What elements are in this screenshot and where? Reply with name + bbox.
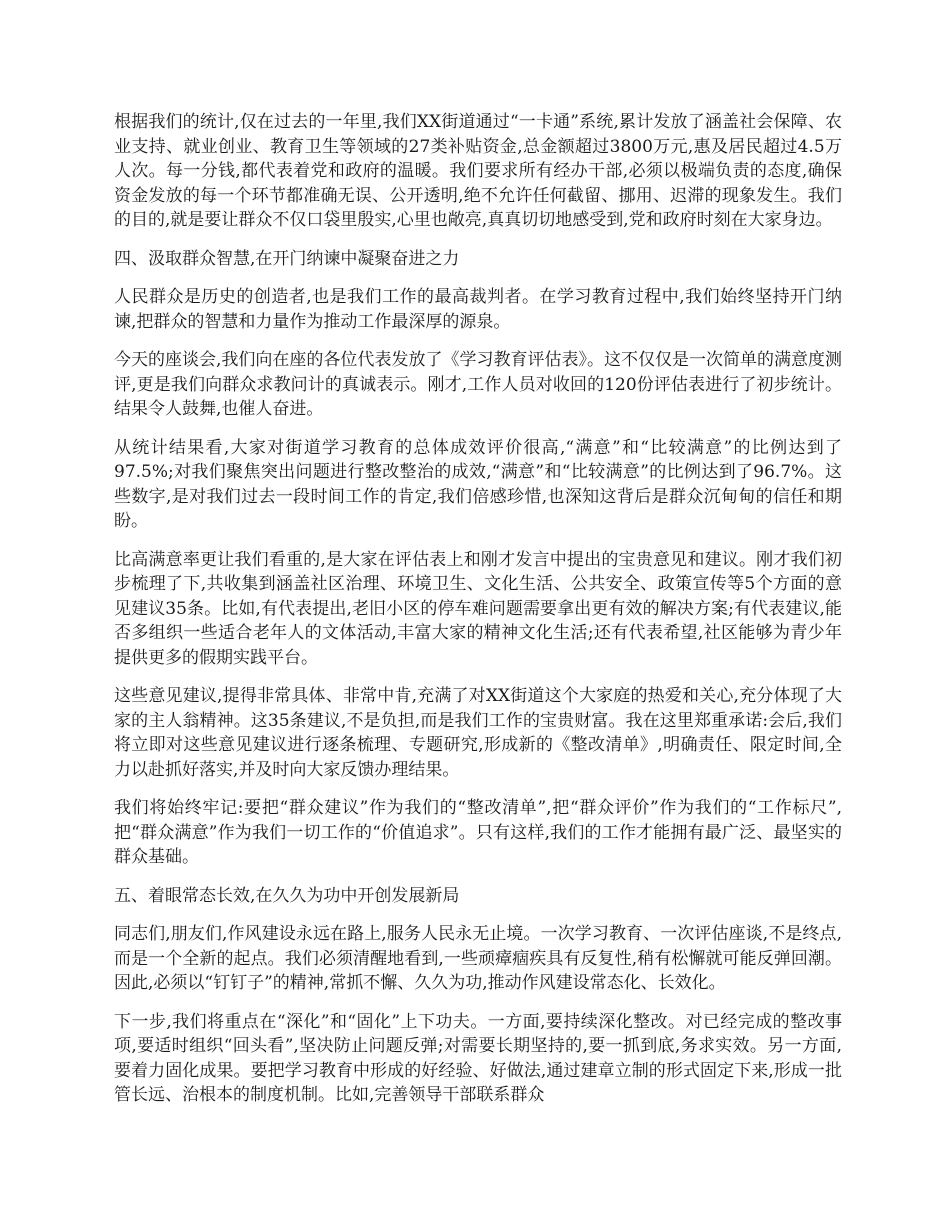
paragraph-style-building: 同志们,朋友们,作风建设永远在路上,服务人民永无止境。一次学习教育、一次评估座谈,不是终点,而是一个全新的起点。我们必须清醒地看到,一些顽瘴痼疾具有反复性,稍有松懈就可能反弹回潮。因此,必须以“钉钉子”的精神,常抓不懈、久久为功,推动作风建设常态化、长效化。	[114, 924, 842, 993]
paragraph-next-steps: 下一步,我们将重点在“深化”和“固化”上下功夫。一方面,要持续深化整改。对已经完成的整改事项,要适时组织“回头看”,坚决防止问题反弹;对需要长期坚持的,要一抓到底,务求实效。另一方面,要着力固化成果。要把学习教育中形成的好经验、好做法,通过建章立制的形式固定下来,形成一批管长远、治根本的制度机制。比如,完善领导干部联系群众	[114, 1011, 842, 1105]
document-body	[114, 110, 842, 1122]
paragraph-remember-principles: 我们将始终牢记:要把“群众建议”作为我们的“整改清单”,把“群众评价”作为我们的“工作标尺”,把“群众满意”作为我们一切工作的“价值追求”。只有这样,我们的工作才能拥有最广泛、最坚实的群众基础。	[114, 798, 842, 867]
paragraph-assessment-form: 今天的座谈会,我们向在座的各位代表发放了《学习教育评估表》。这不仅仅是一次简单的满意度测评,更是我们向群众求教问计的真诚表示。刚才,工作人员对收回的120份评估表进行了初步统计。结果令人鼓舞,也催人奋进。	[114, 350, 842, 419]
paragraph-commitment: 这些意见建议,提得非常具体、非常中肯,充满了对XX街道这个大家庭的热爱和关心,充分体现了大家的主人翁精神。这35条建议,不是负担,而是我们工作的宝贵财富。我在这里郑重承诺:会后,我们将立即对这些意见建议进行逐条梳理、专题研究,形成新的《整改清单》,明确责任、限定时间,全力以赴抓好落实,并及时向大家反馈办理结果。	[114, 686, 842, 780]
paragraph-suggestions-collected: 比高满意率更让我们看重的,是大家在评估表上和刚才发言中提出的宝贵意见和建议。刚才我们初步梳理了下,共收集到涵盖社区治理、环境卫生、文化生活、公共安全、政策宣传等5个方面的意见建议35条。比如,有代表提出,老旧小区的停车难问题需要拿出更有效的解决方案;有代表建议,能否多组织一些适合老年人的文体活动,丰富大家的精神文化生活;还有代表希望,社区能够为青少年提供更多的假期实践平台。	[114, 549, 842, 668]
section-heading-five: 五、着眼常态长效,在久久为功中开创发展新局	[114, 885, 460, 906]
paragraph-satisfaction-results: 从统计结果看,大家对街道学习教育的总体成效评价很高,“满意”和“比较满意”的比例达到了97.5%;对我们聚焦突出问题进行整改整治的成效,“满意”和“比较满意”的比例达到了96.7%。这些数字,是对我们过去一段时间工作的肯定,我们倍感珍惜,也深知这背后是群众沉甸甸的信任和期盼。	[114, 437, 842, 531]
section-heading-four: 四、汲取群众智慧,在开门纳谏中凝聚奋进之力	[114, 248, 460, 269]
paragraph-subsidy-statistics: 根据我们的统计,仅在过去的一年里,我们XX街道通过“一卡通”系统,累计发放了涵盖社会保障、农业支持、就业创业、教育卫生等领域的27类补贴资金,总金额超过3800万元,惠及居民超过4.5万人次。每一分钱,都代表着党和政府的温暖。我们要求所有经办干部,必须以极端负责的态度,确保资金发放的每一个环节都准确无误、公开透明,绝不允许任何截留、挪用、迟滞的现象发生。我们的目的,就是要让群众不仅口袋里殷实,心里也敞亮,真真切切地感受到,党和政府时刻在大家身边。	[114, 112, 842, 230]
paragraph-people-creators: 人民群众是历史的创造者,也是我们工作的最高裁判者。在学习教育过程中,我们始终坚持开门纳谏,把群众的智慧和力量作为推动工作最深厚的源泉。	[114, 287, 842, 332]
